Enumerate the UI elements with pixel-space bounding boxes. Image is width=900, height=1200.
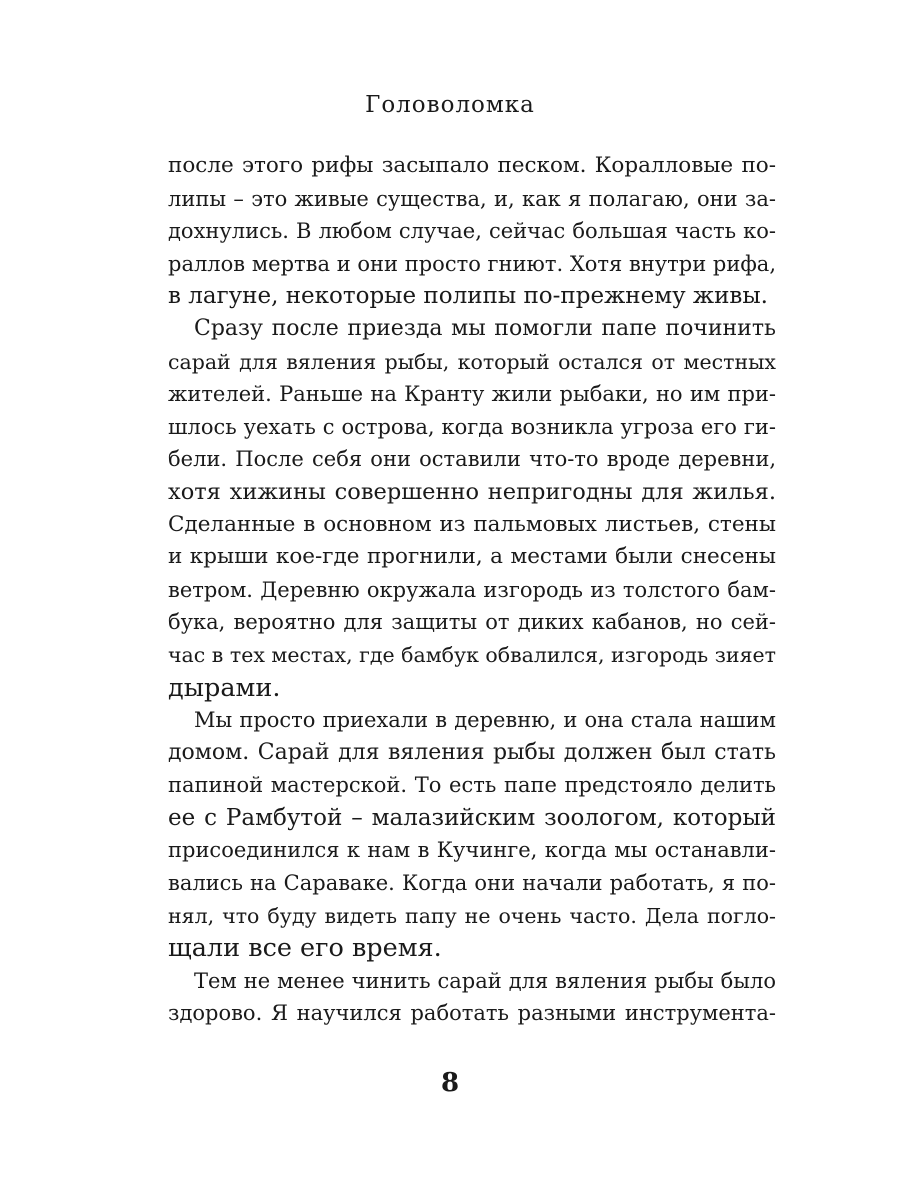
text-line: липы – это живые существа, и, как я полагаю, они за- — [168, 186, 776, 211]
text-line: дохнулись. В любом случае, сейчас большая часть ко- — [168, 219, 776, 244]
text-line: Сделанные в основном из пальмовых листьев, стены — [168, 511, 776, 537]
text-line: бели. После себя они оставили что-то вроде деревни, — [168, 447, 776, 472]
text-line: щали все его время. — [168, 933, 442, 964]
text-line: после этого рифы засыпало песком. Коралловые по- — [168, 153, 776, 178]
text-line: ветром. Деревню окружала изгородь из толстого бам- — [168, 577, 776, 602]
text-line: в лагуне, некоторые полипы по-прежнему живы. — [168, 283, 768, 310]
text-line: жителей. Раньше на Кранту жили рыбаки, но им при- — [168, 382, 776, 407]
text-line: шлось уехать с острова, когда возникла угроза его ги- — [168, 414, 776, 439]
page-text — [168, 150, 776, 1030]
text-line: и крыши кое-где прогнили, а местами были снесены — [168, 544, 776, 570]
page-number: 8 — [440, 1068, 460, 1098]
text-line: Мы просто приехали в деревню, и она стала нашим — [194, 708, 776, 733]
text-line: раллов мертва и они просто гниют. Хотя внутри рифа, — [168, 251, 776, 276]
text-line: Сразу после приезда мы помогли папе починить — [194, 315, 776, 341]
text-line: бука, вероятно для защиты от диких кабанов, но сей- — [168, 610, 776, 635]
text-line: папиной мастерской. То есть папе предстояло делить — [168, 773, 776, 798]
text-line: вались на Сараваке. Когда они начали работать, я по- — [168, 871, 776, 896]
running-head: Головоломка — [365, 92, 535, 118]
text-line: ее с Рамбутой – малазийским зоологом, который — [168, 804, 776, 831]
text-line: час в тех местах, где бамбук обвалился, изгородь зияет — [168, 642, 776, 667]
text-line: здорово. Я научился работать разными инструмента- — [168, 1001, 776, 1026]
text-line: домом. Сарай для вяления рыбы должен был стать — [168, 739, 776, 765]
text-line: нял, что буду видеть папу не очень часто. Дела погло- — [168, 903, 776, 928]
text-line: хотя хижины совершенно непригодны для жилья. — [168, 478, 776, 505]
text-line: дырами. — [168, 672, 281, 703]
text-line: Тем не менее чинить сарай для вяления рыбы было — [194, 968, 776, 993]
text-line: присоединился к нам в Кучинге, когда мы останавли- — [168, 838, 776, 863]
text-line: сарай для вяления рыбы, который остался от местных — [168, 349, 776, 374]
